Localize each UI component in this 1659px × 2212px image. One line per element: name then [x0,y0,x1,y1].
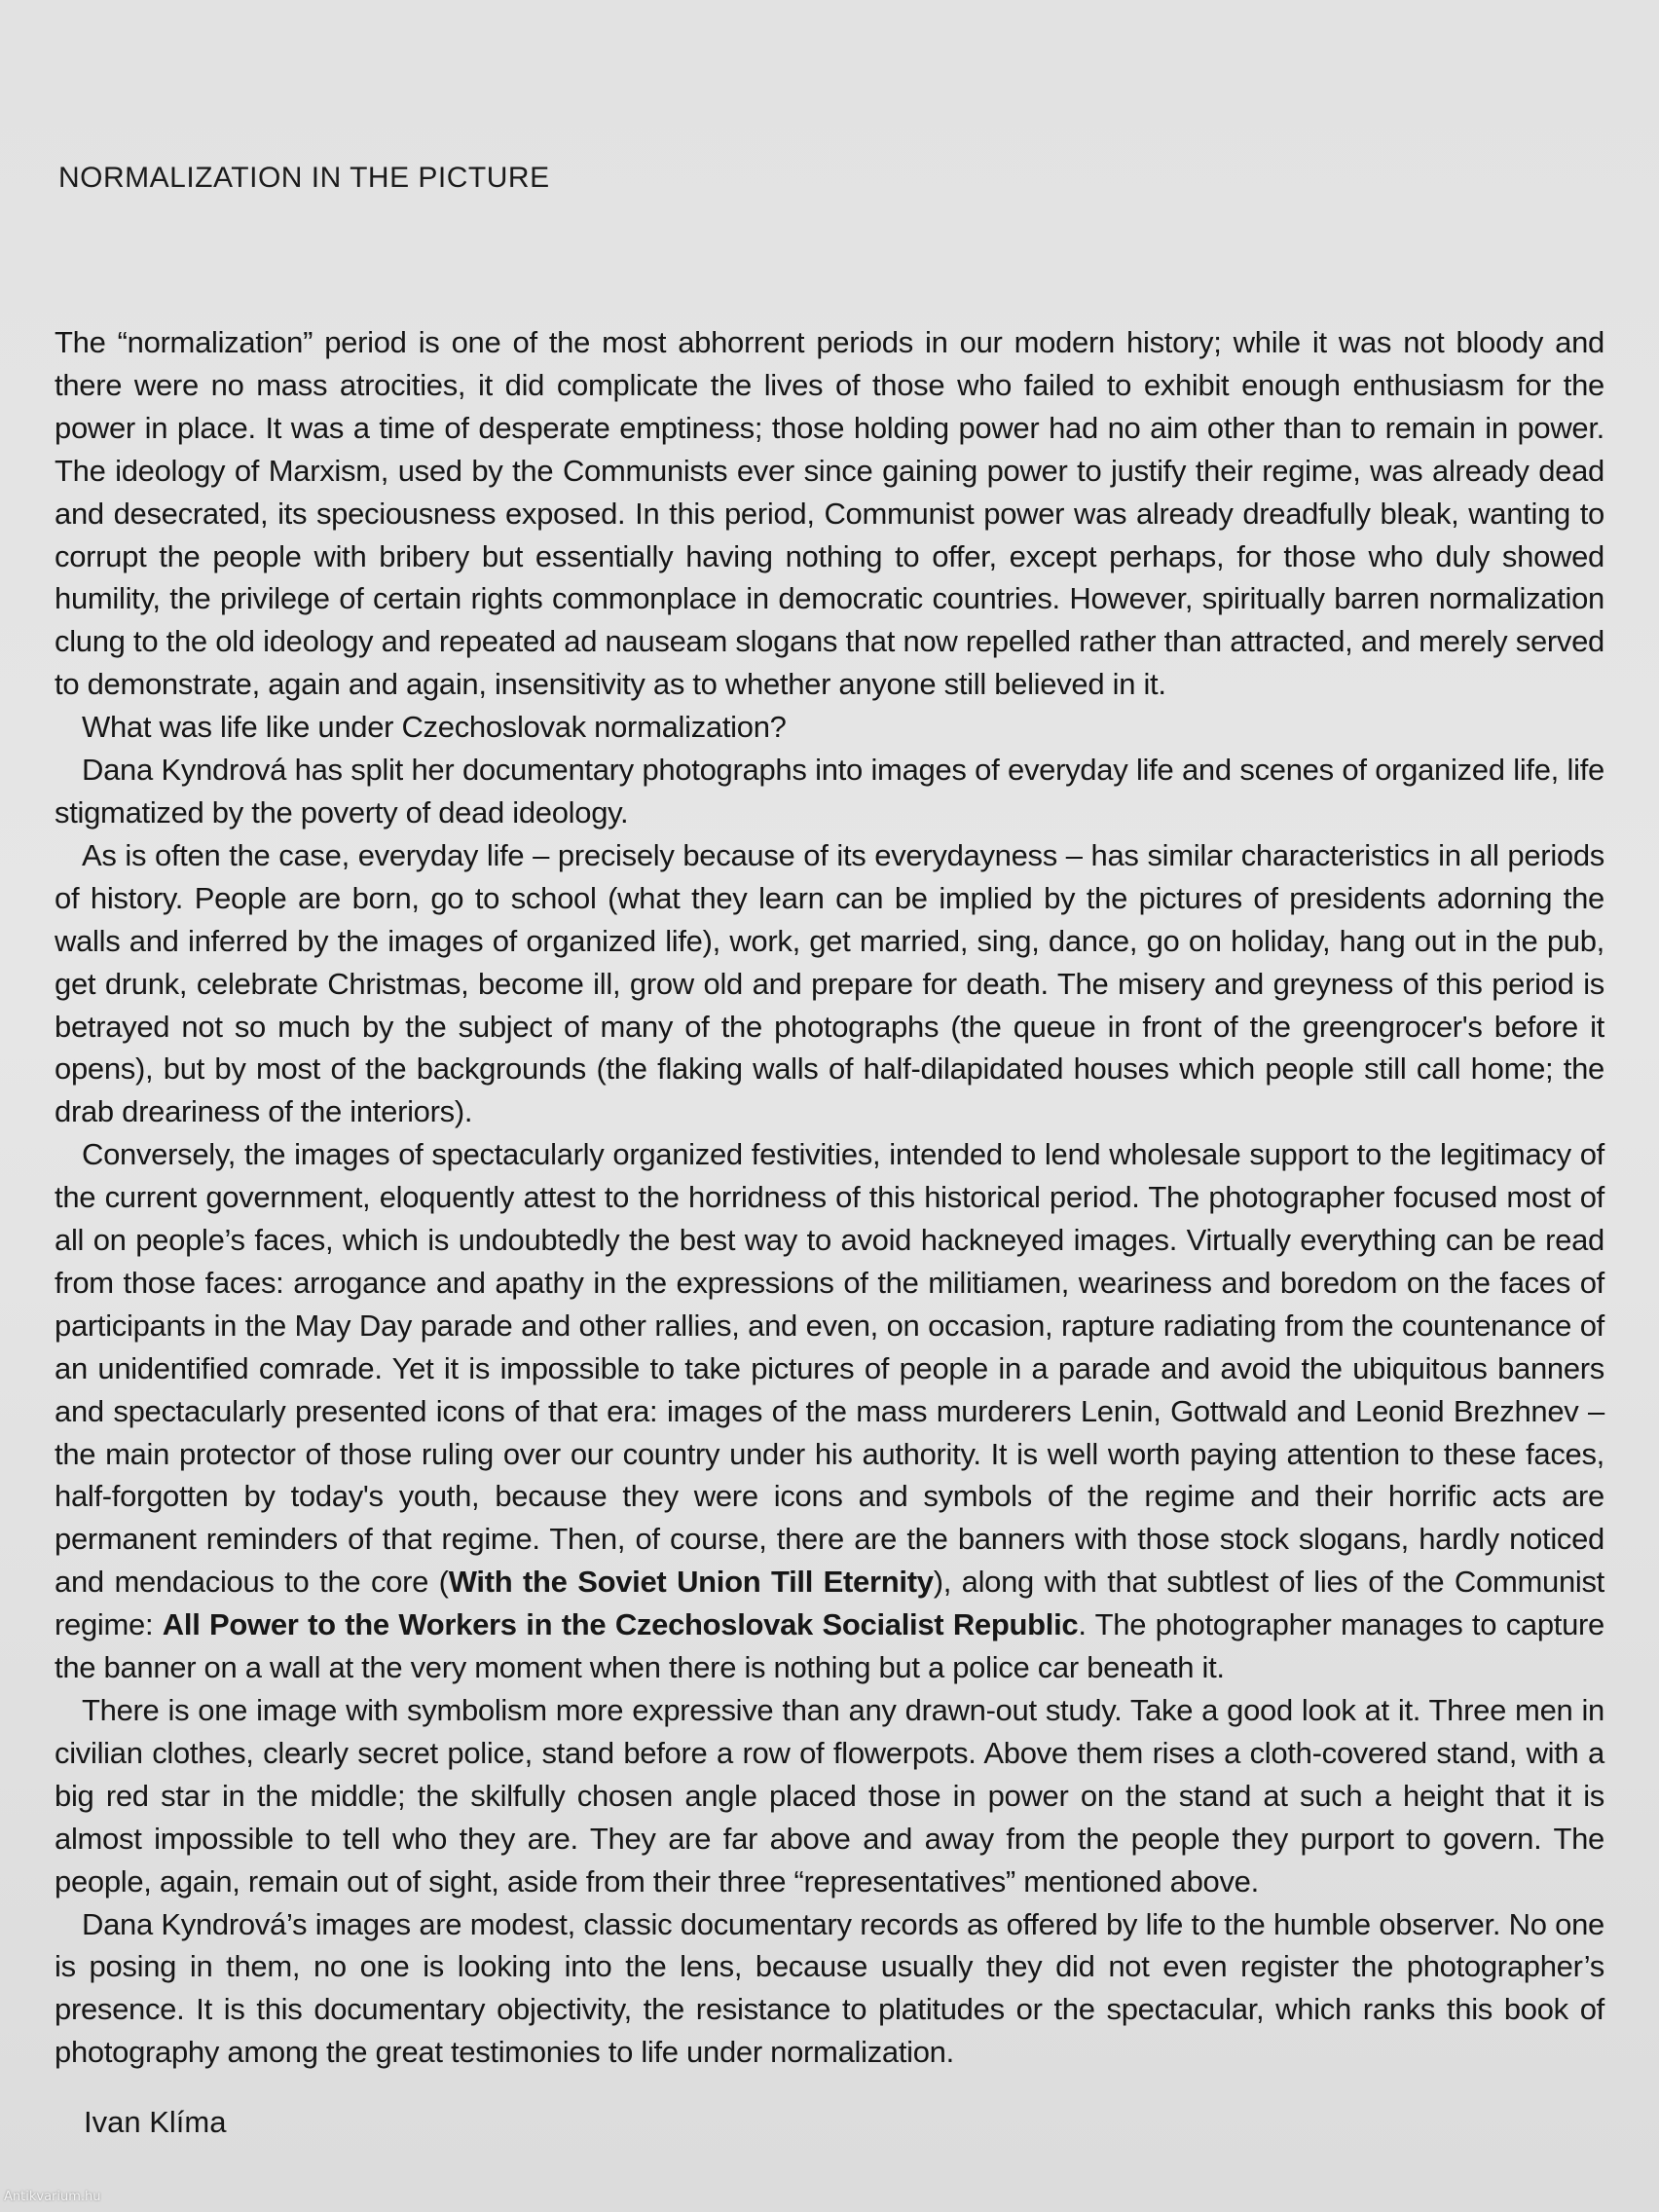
watermark: Antikvarium.hu [4,2190,101,2204]
author-signature: Ivan Klíma [84,2105,227,2139]
paragraph-5-part-2: ), along with that subtlest of lies of the Communist regime: [55,1565,1604,1642]
paragraph-5-part-1: Conversely, the images of spectacularly organized festivities, intended to lend wholesale support to the legitimacy of the current government, eloquently attest to the horridness of this historical period. The photographer focused most of all on people’s faces, which is undoubtedly the best way to avoid hackneyed images. Virtually everything can be read from those faces: arrogance and apathy in the expressions of the militiamen, weariness and boredom on the faces of participants in the May Day parade and other rallies, and even, on occasion, rapture radiating from the countenance of an unidentified comrade. Yet it is impossible to take pictures of people in a parade and avoid the ubiquitous banners and spectacularly presented icons of that era: images of the mass murderers Lenin, Gottwald and Leonid Brezhnev – the main protector of those ruling over our country under his authority. It is well worth paying attention to these faces, half-forgotten by today's youth, because they were icons and symbols of the regime and their horrific acts are permanent reminders of that regime. Then, of course, there are the banners with those stock slogans, hardly noticed and mendacious to the core ( [55,1137,1604,1600]
essay-body [55,321,1604,2074]
paragraph-5-part-3: . The photographer manages to capture the banner on a wall at the very moment when there is nothing but a police car beneath it. [55,1607,1604,1685]
paragraph-2: What was life like under Czechoslovak normalization? [82,710,787,745]
paragraph-6: There is one image with symbolism more expressive than any drawn-out study. Take a good look at it. Three men in civilian clothes, clearly secret police, stand before a row of flowerpots. Above them rises a cloth-covered stand, with a big red star in the middle; the skilfully chosen angle placed those in power on the stand at such a height that it is almost impossible to tell who they are. They are far above and away from the people they purport to govern. The people, again, remain out of sight, aside from their three “representatives” mentioned above. [55,1693,1604,1899]
slogan-soviet-union: With the Soviet Union Till Eternity [448,1565,934,1600]
page-title: NORMALIZATION IN THE PICTURE [58,162,550,194]
paragraph-1: The “normalization” period is one of the most abhorrent periods in our modern history; while it was not bloody and there were no mass atrocities, it did complicate the lives of those who failed to exhibit enough enthusiasm for the power in place. It was a time of desperate emptiness; those holding power had no aim other than to remain in power. The ideology of Marxism, used by the Communists ever since gaining power to justify their regime, was already dead and desecrated, its speciousness exposed. In this period, Communist power was already dreadfully bleak, wanting to corrupt the people with bribery but essentially having nothing to offer, except perhaps, for those who duly showed humility, the privilege of certain rights commonplace in democratic countries. However, spiritually barren normalization clung to the old ideology and repeated ad nauseam slogans that now repelled rather than attracted, and merely served to demonstrate, again and again, insensitivity as to whether anyone still believed in it. [55,325,1604,702]
paragraph-7: Dana Kyndrová’s images are modest, classic documentary records as offered by life to the humble observer. No one is posing in them, no one is looking into the lens, because usually they did not even register the photographer’s presence. It is this documentary objectivity, the resistance to platitudes or the spectacular, which ranks this book of photography among the great testimonies to life under normalization. [55,1906,1604,2070]
paragraph-4: As is often the case, everyday life – precisely because of its everydayness – has similar characteristics in all periods of history. People are born, go to school (what they learn can be implied by the pictures of presidents adorning the walls and inferred by the images of organized life), work, get married, sing, dance, go on holiday, hang out in the pub, get drunk, celebrate Christmas, become ill, grow old and prepare for death. The misery and greyness of this period is betrayed not so much by the subject of many of the photographs (the queue in front of the greengrocer's before it opens), but by most of the backgrounds (the flaking walls of half-dilapidated houses which people still call home; the drab dreariness of the interiors). [55,837,1604,1129]
paragraph-5 [55,1133,1604,1689]
slogan-all-power: All Power to the Workers in the Czechoslovak Socialist Republic [162,1607,1079,1642]
paragraph-3: Dana Kyndrová has split her documentary photographs into images of everyday life and scenes of organized life, life stigmatized by the poverty of dead ideology. [55,753,1604,830]
